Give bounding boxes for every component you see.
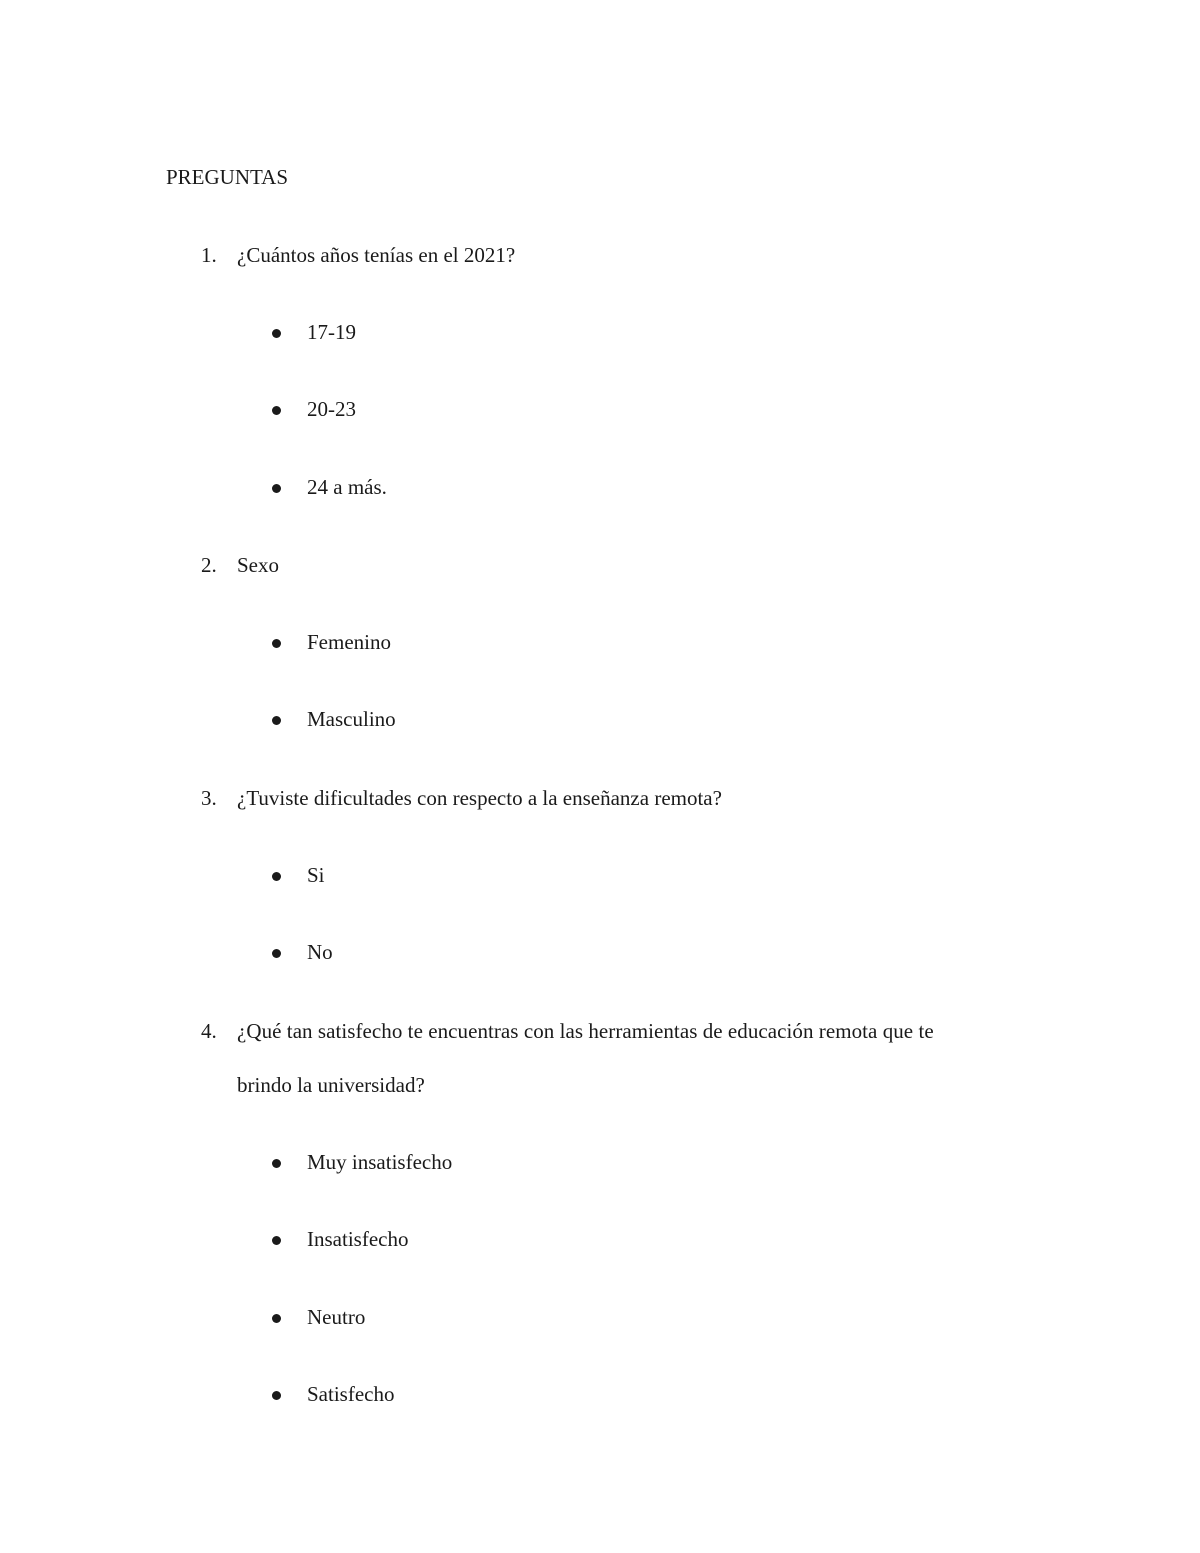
bullet-icon: [272, 1159, 281, 1168]
page-title: PREGUNTAS: [166, 165, 289, 189]
question-number: 2.: [201, 553, 217, 577]
question-number: 4.: [201, 1019, 217, 1043]
option-label: 20-23: [307, 397, 356, 421]
bullet-icon: [272, 716, 281, 725]
bullet-icon: [272, 872, 281, 881]
bullet-icon: [272, 1314, 281, 1323]
question-number: 3.: [201, 786, 217, 810]
question-text-line-1: ¿Qué tan satisfecho te encuentras con las herramientas de educación remota que te: [237, 1019, 934, 1043]
option-label: 17-19: [307, 320, 356, 344]
question-text: ¿Cuántos años tenías en el 2021?: [237, 243, 516, 267]
option-label: No: [307, 940, 333, 964]
bullet-icon: [272, 484, 281, 493]
bullet-icon: [272, 406, 281, 415]
question-text: Sexo: [237, 553, 279, 577]
bullet-icon: [272, 1391, 281, 1400]
option-label: Neutro: [307, 1305, 366, 1329]
bullet-icon: [272, 329, 281, 338]
question-number: 1.: [201, 243, 217, 267]
option-label: Muy insatisfecho: [307, 1150, 453, 1174]
option-label: 24 a más.: [307, 475, 387, 499]
option-label: Satisfecho: [307, 1382, 395, 1406]
option-label: Masculino: [307, 707, 396, 731]
question-text: ¿Tuviste dificultades con respecto a la enseñanza remota?: [237, 786, 722, 810]
option-label: Femenino: [307, 630, 391, 654]
option-label: Si: [307, 863, 325, 887]
bullet-icon: [272, 949, 281, 958]
question-text-line-2: brindo la universidad?: [237, 1073, 425, 1097]
bullet-icon: [272, 1236, 281, 1245]
bullet-icon: [272, 639, 281, 648]
option-label: Insatisfecho: [307, 1227, 409, 1251]
